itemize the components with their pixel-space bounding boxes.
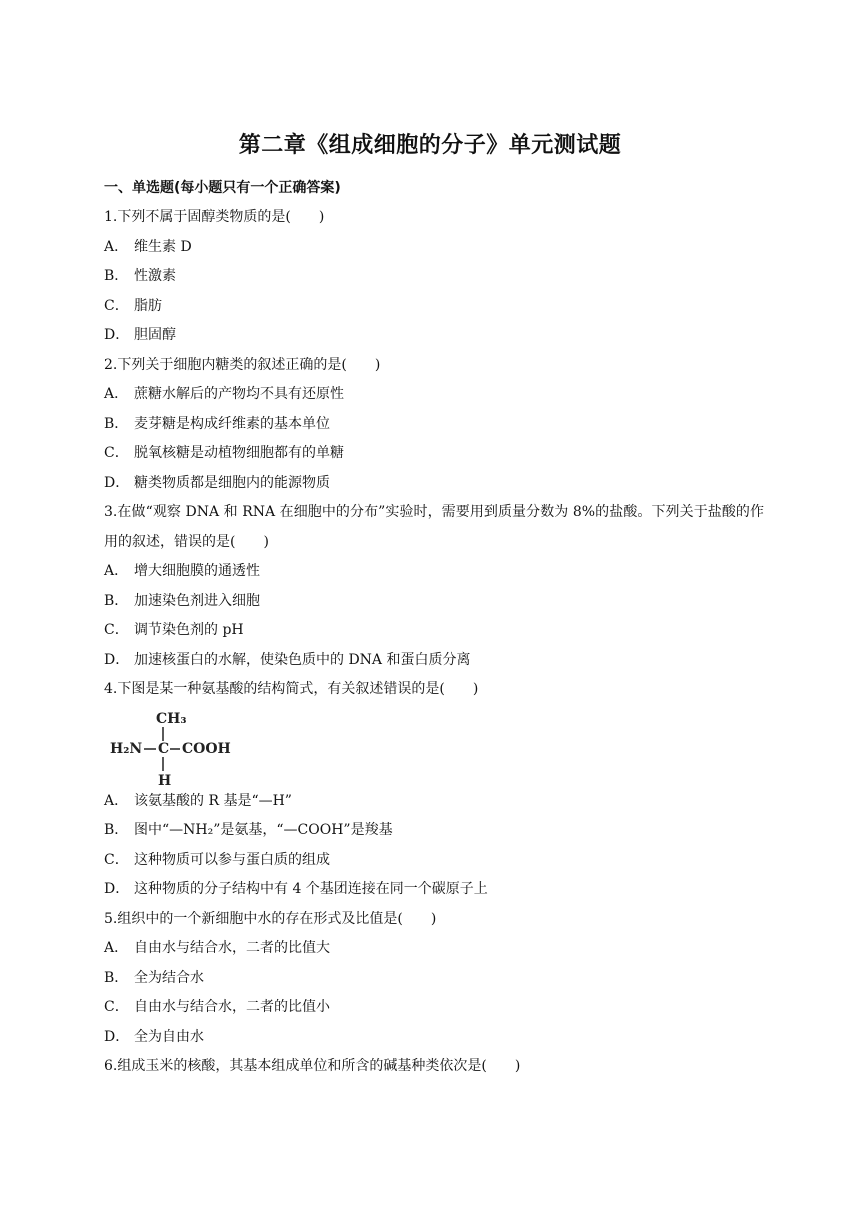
- option-text: 全为自由水: [134, 1028, 204, 1045]
- question-1-option-a: [104, 233, 764, 263]
- formula-central-carbon: C: [158, 740, 170, 757]
- question-1-option-b: [104, 262, 764, 292]
- page-title: 第二章《组成细胞的分子》单元测试题: [238, 133, 622, 158]
- option-letter: D．: [104, 1028, 130, 1045]
- option-letter: A．: [104, 563, 129, 579]
- question-3-option-d: [104, 646, 764, 676]
- question-1-stem: 1.下列不属于固醇类物质的是( ): [104, 209, 325, 225]
- option-text: 加速核蛋白的水解，使染色质中的 DNA 和蛋白质分离: [134, 651, 471, 668]
- question-1-option-c: [104, 292, 764, 322]
- amino-acid-structure-figure: [104, 705, 764, 787]
- question-5-option-a: [104, 934, 764, 964]
- option-letter: B．: [104, 415, 129, 432]
- option-text: 全为结合水: [134, 969, 204, 986]
- question-4-option-d: [104, 875, 764, 905]
- option-letter: C．: [104, 297, 129, 314]
- question-list: [104, 203, 764, 1082]
- question-4-stem: 4.下图是某一种氨基酸的结构简式，有关叙述错误的是( ): [104, 681, 479, 697]
- option-text: 图中“—NH₂”是氨基，“—COOH”是羧基: [134, 822, 393, 838]
- option-letter: A．: [104, 792, 129, 809]
- question-4-option-b: [104, 816, 764, 846]
- option-letter: D．: [104, 651, 130, 668]
- option-letter: D．: [104, 327, 130, 343]
- option-text: 调节染色剂的 pH: [134, 622, 244, 638]
- question-6-stem: 6.组成玉米的核酸，其基本组成单位和所含的碱基种类依次是( ): [104, 1058, 521, 1074]
- formula-top-group: CH₃: [156, 710, 187, 727]
- option-letter: C．: [104, 851, 129, 868]
- option-text: 自由水与结合水，二者的比值大: [134, 940, 330, 956]
- question-3-stem: 3.在做“观察 DNA 和 RNA 在细胞中的分布”实验时，需要用到质量分数为 8%的盐酸。下列关于盐酸的作用的叙述，错误的是( ): [104, 504, 764, 550]
- formula-right-group: COOH: [182, 740, 231, 757]
- option-text: 脱氧核糖是动植物细胞都有的单糖: [134, 445, 344, 461]
- option-letter: B．: [104, 268, 129, 284]
- question-4-option-c: [104, 846, 764, 876]
- option-letter: B．: [104, 969, 129, 986]
- option-text: 该氨基酸的 R 基是“—H”: [134, 792, 292, 809]
- option-text: 增大细胞膜的通透性: [134, 563, 260, 579]
- question-5-option-b: [104, 964, 764, 994]
- question-5-option-c: [104, 993, 764, 1023]
- option-letter: B．: [104, 592, 129, 609]
- question-4-option-a: [104, 787, 764, 817]
- question-1-option-d: [104, 321, 764, 351]
- question-2-option-c: [104, 439, 764, 469]
- option-text: 这种物质可以参与蛋白质的组成: [134, 851, 330, 868]
- option-letter: C．: [104, 445, 129, 461]
- question-5-stem: 5.组织中的一个新细胞中水的存在形式及比值是( ): [104, 910, 437, 927]
- question-2-option-a: [104, 380, 764, 410]
- option-text: 这种物质的分子结构中有 4 个基团连接在同一个碳原子上: [134, 881, 488, 897]
- option-letter: C．: [104, 622, 129, 638]
- section-heading: 一、单选题(每小题只有一个正确答案): [104, 180, 341, 196]
- question-3-option-c: [104, 616, 764, 646]
- option-letter: C．: [104, 999, 129, 1015]
- option-text: 蔗糖水解后的产物均不具有还原性: [134, 386, 344, 402]
- option-text: 胆固醇: [134, 327, 176, 343]
- formula-bottom-group: H: [158, 772, 172, 789]
- question-2-stem: 2.下列关于细胞内糖类的叙述正确的是( ): [104, 356, 381, 373]
- option-letter: A．: [104, 238, 129, 255]
- option-text: 自由水与结合水，二者的比值小: [134, 999, 330, 1015]
- amino-acid-structural-formula: [108, 709, 238, 789]
- option-text: 糖类物质都是细胞内的能源物质: [134, 474, 330, 491]
- option-text: 维生素 D: [134, 238, 192, 255]
- option-text: 麦芽糖是构成纤维素的基本单位: [134, 415, 330, 432]
- option-text: 性激素: [134, 268, 176, 284]
- question-2-option-b: [104, 410, 764, 440]
- option-text: 脂肪: [134, 297, 162, 314]
- option-letter: A．: [104, 940, 129, 956]
- option-letter: A．: [104, 386, 129, 402]
- question-3-option-b: [104, 587, 764, 617]
- question-3-option-a: [104, 557, 764, 587]
- option-letter: D．: [104, 474, 130, 491]
- option-text: 加速染色剂进入细胞: [134, 592, 260, 609]
- option-letter: B．: [104, 822, 129, 838]
- question-5-option-d: [104, 1023, 764, 1053]
- question-2-option-d: [104, 469, 764, 499]
- option-letter: D．: [104, 881, 130, 897]
- formula-left-group: H₂N: [110, 740, 143, 757]
